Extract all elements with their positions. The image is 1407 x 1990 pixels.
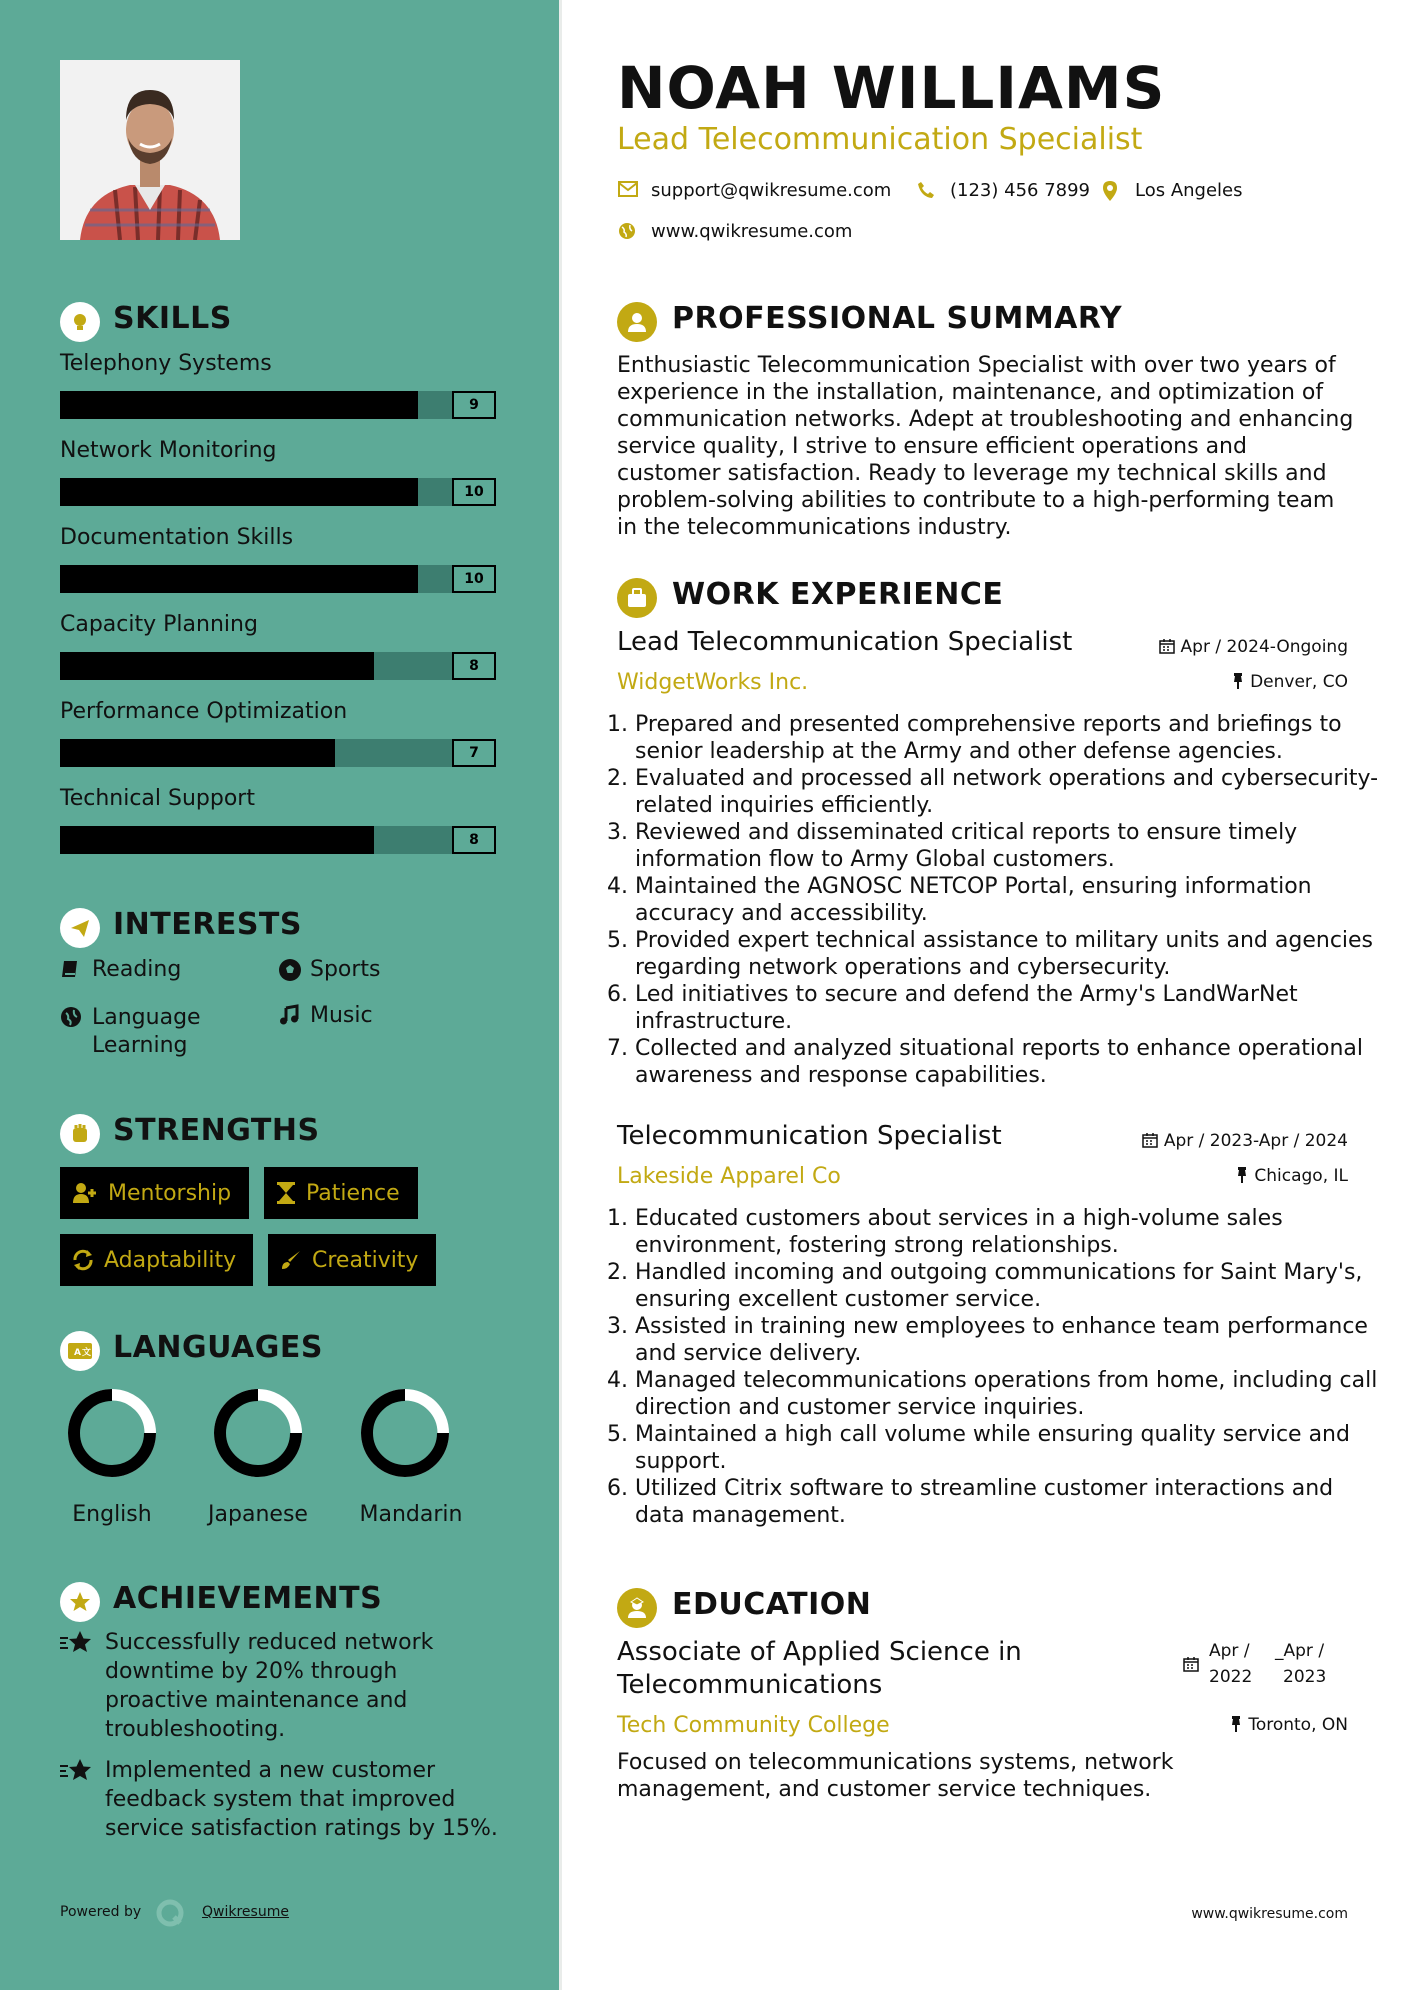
qwikresume-logo-icon <box>156 1899 184 1931</box>
skill-label: Performance Optimization <box>60 699 348 724</box>
skill-value: 8 <box>452 826 496 854</box>
globe-icon <box>60 1006 84 1030</box>
phone-icon <box>917 181 935 199</box>
user-plus-icon <box>72 1182 98 1204</box>
skill-label: Documentation Skills <box>60 525 294 550</box>
skill-bar <box>60 652 496 680</box>
bullet-item: 4. Managed telecommunications operations from home, including call direction and customer service inquiries. <box>635 1367 1385 1421</box>
email-contact[interactable]: support@qwikresume.com <box>651 180 891 201</box>
location-contact: Los Angeles <box>1135 180 1243 201</box>
skills-title: SKILLS <box>113 301 232 336</box>
strengths-title: STRENGTHS <box>113 1113 320 1148</box>
skill-value: 10 <box>452 565 496 593</box>
book-icon <box>60 958 84 982</box>
skill-bar <box>60 565 496 593</box>
bullet-item: 2. Evaluated and processed all network operations and cybersecurity-related inquiries efficiently. <box>635 765 1385 819</box>
soccer-ball-icon <box>278 958 302 982</box>
bullet-item: 3. Reviewed and disseminated critical reports to ensure timely information flow to Army Global customers. <box>635 819 1385 873</box>
job-dates: Apr / 2024-Ongoing <box>1159 637 1348 657</box>
qwikresume-link[interactable]: Qwikresume <box>202 1904 289 1920</box>
pushpin-icon <box>1236 1167 1248 1183</box>
school-name: Tech Community College <box>617 1713 890 1738</box>
briefcase-icon <box>617 578 657 618</box>
skill-fill <box>60 565 418 593</box>
language-label: Mandarin <box>359 1502 463 1527</box>
graduate-icon <box>617 1588 657 1628</box>
skill-label: Technical Support <box>60 786 255 811</box>
column-divider <box>559 0 562 1990</box>
languages-title: LANGUAGES <box>113 1330 323 1365</box>
language-ring <box>210 1385 306 1481</box>
skill-label: Telephony Systems <box>60 351 272 376</box>
website-contact[interactable]: www.qwikresume.com <box>651 221 852 242</box>
globe-icon <box>618 222 636 240</box>
achievements-title: ACHIEVEMENTS <box>113 1581 383 1616</box>
job-bullets <box>617 711 1385 1089</box>
bullet-item: 6. Led initiatives to secure and defend the Army's LandWarNet infrastructure. <box>635 981 1385 1035</box>
interests-title: INTERESTS <box>113 907 302 942</box>
bullet-item: 5. Maintained a high call volume while ensuring quality service and support. <box>635 1421 1385 1475</box>
skill-label: Capacity Planning <box>60 612 258 637</box>
achievement-item: Successfully reduced network downtime by 20% through proactive maintenance and troubleshooting. <box>60 1628 500 1748</box>
envelope-icon <box>618 181 638 197</box>
phone-contact[interactable]: (123) 456 7899 <box>950 180 1090 201</box>
skill-fill <box>60 391 418 419</box>
skill-fill <box>60 826 374 854</box>
skill-fill <box>60 739 335 767</box>
education-description: Focused on telecommunications systems, network management, and customer service techniques. <box>617 1750 1174 1802</box>
star-icon <box>60 1758 92 1792</box>
bullet-item: 7. Collected and analyzed situational reports to enhance operational awareness and response capabilities. <box>635 1035 1385 1089</box>
skill-value: 10 <box>452 478 496 506</box>
profile-photo <box>60 60 240 240</box>
skill-label: Network Monitoring <box>60 438 277 463</box>
skill-value: 9 <box>452 391 496 419</box>
bullet-item: 1. Prepared and presented comprehensive reports and briefings to senior leadership at the Army and other defense agencies. <box>635 711 1385 765</box>
map-pin-icon <box>1102 181 1118 201</box>
candidate-name: NOAH WILLIAMS <box>617 54 1166 122</box>
paper-plane-icon <box>60 908 100 948</box>
skill-bar <box>60 739 496 767</box>
footer-website[interactable]: www.qwikresume.com <box>1191 1906 1348 1922</box>
pushpin-icon <box>1232 673 1244 689</box>
company-name: Lakeside Apparel Co <box>617 1164 841 1189</box>
pushpin-icon <box>1230 1716 1242 1732</box>
skill-bar <box>60 826 496 854</box>
skill-bar <box>60 391 496 419</box>
language-ring <box>357 1385 453 1481</box>
skill-value: 8 <box>452 652 496 680</box>
edu-date-start-year: 2022 <box>1209 1667 1253 1687</box>
degree-title: Telecommunications <box>617 1670 883 1700</box>
job-location: Chicago, IL <box>1236 1166 1348 1186</box>
bullet-item: 4. Maintained the AGNOSC NETCOP Portal, ensuring information accuracy and accessibility. <box>635 873 1385 927</box>
svg-text:文: 文 <box>82 1348 92 1358</box>
star-badge-icon <box>60 1582 100 1622</box>
skill-value: 7 <box>452 739 496 767</box>
calendar-icon <box>1159 638 1175 654</box>
refresh-icon <box>72 1249 94 1271</box>
candidate-role: Lead Telecommunication Specialist <box>617 122 1143 157</box>
skill-fill <box>60 478 418 506</box>
bullet-item: 5. Provided expert technical assistance to military units and agencies regarding network operations and cybersecurity. <box>635 927 1385 981</box>
bullet-item: 3. Assisted in training new employees to enhance team performance and service delivery. <box>635 1313 1385 1367</box>
job-dates: Apr / 2023-Apr / 2024 <box>1142 1131 1348 1151</box>
language-icon <box>60 1331 100 1371</box>
strength-badge: Adaptability <box>60 1234 253 1286</box>
edu-date-end-year: 2023 <box>1283 1667 1327 1687</box>
calendar-icon <box>1142 1132 1158 1148</box>
summary-text: Enthusiastic Telecommunication Specialist with over two years of experience in the installation, maintenance, and optimization of communication networks. Adept at troubleshooting and enhancing service quality, I strive to ensure efficient operations and customer satisfaction. Ready to leverage my technical skills and problem-solving abilities to contribute to a high-performing team in the telecommunications industry. <box>617 353 1354 540</box>
language-label: English <box>72 1502 152 1527</box>
music-note-icon <box>278 1004 302 1028</box>
achievement-item: Implemented a new customer feedback system that improved service satisfaction ratings by 15%. <box>60 1756 500 1851</box>
user-icon <box>617 302 657 342</box>
powered-by-label: Powered by <box>60 1904 142 1920</box>
bullet-item: 1. Educated customers about services in a high-volume sales environment, fostering strong relationships. <box>635 1205 1385 1259</box>
edu-location: Toronto, ON <box>1230 1715 1348 1735</box>
summary-title: PROFESSIONAL SUMMARY <box>672 301 1123 336</box>
skill-fill <box>60 652 374 680</box>
star-icon <box>60 1630 92 1664</box>
company-name: WidgetWorks Inc. <box>617 670 809 695</box>
strength-badge: Creativity <box>268 1234 436 1286</box>
job-bullets <box>617 1205 1385 1529</box>
skill-bar <box>60 478 496 506</box>
job-title: Lead Telecommunication Specialist <box>617 627 1073 657</box>
edu-date-end: _Apr / <box>1275 1641 1325 1661</box>
hourglass-icon <box>276 1182 296 1204</box>
language-label: Japanese <box>208 1502 308 1527</box>
job-title: Telecommunication Specialist <box>617 1121 1002 1151</box>
language-ring <box>64 1385 160 1481</box>
job-location: Denver, CO <box>1232 672 1348 692</box>
fist-icon <box>60 1114 100 1154</box>
degree-title: Associate of Applied Science in <box>617 1637 1022 1667</box>
bullet-item: 6. Utilized Citrix software to streamline customer interactions and data management. <box>635 1475 1385 1529</box>
paint-brush-icon <box>280 1249 302 1271</box>
experience-title: WORK EXPERIENCE <box>672 577 1004 612</box>
education-title: EDUCATION <box>672 1587 872 1622</box>
svg-text:A: A <box>74 1348 81 1358</box>
calendar-icon <box>1183 1656 1199 1676</box>
strength-badge: Patience <box>264 1167 418 1219</box>
bullet-item: 2. Handled incoming and outgoing communications for Saint Mary's, ensuring excellent customer service. <box>635 1259 1385 1313</box>
strength-badge: Mentorship <box>60 1167 249 1219</box>
lightbulb-icon <box>60 302 100 342</box>
edu-date-start: Apr / <box>1209 1641 1250 1661</box>
